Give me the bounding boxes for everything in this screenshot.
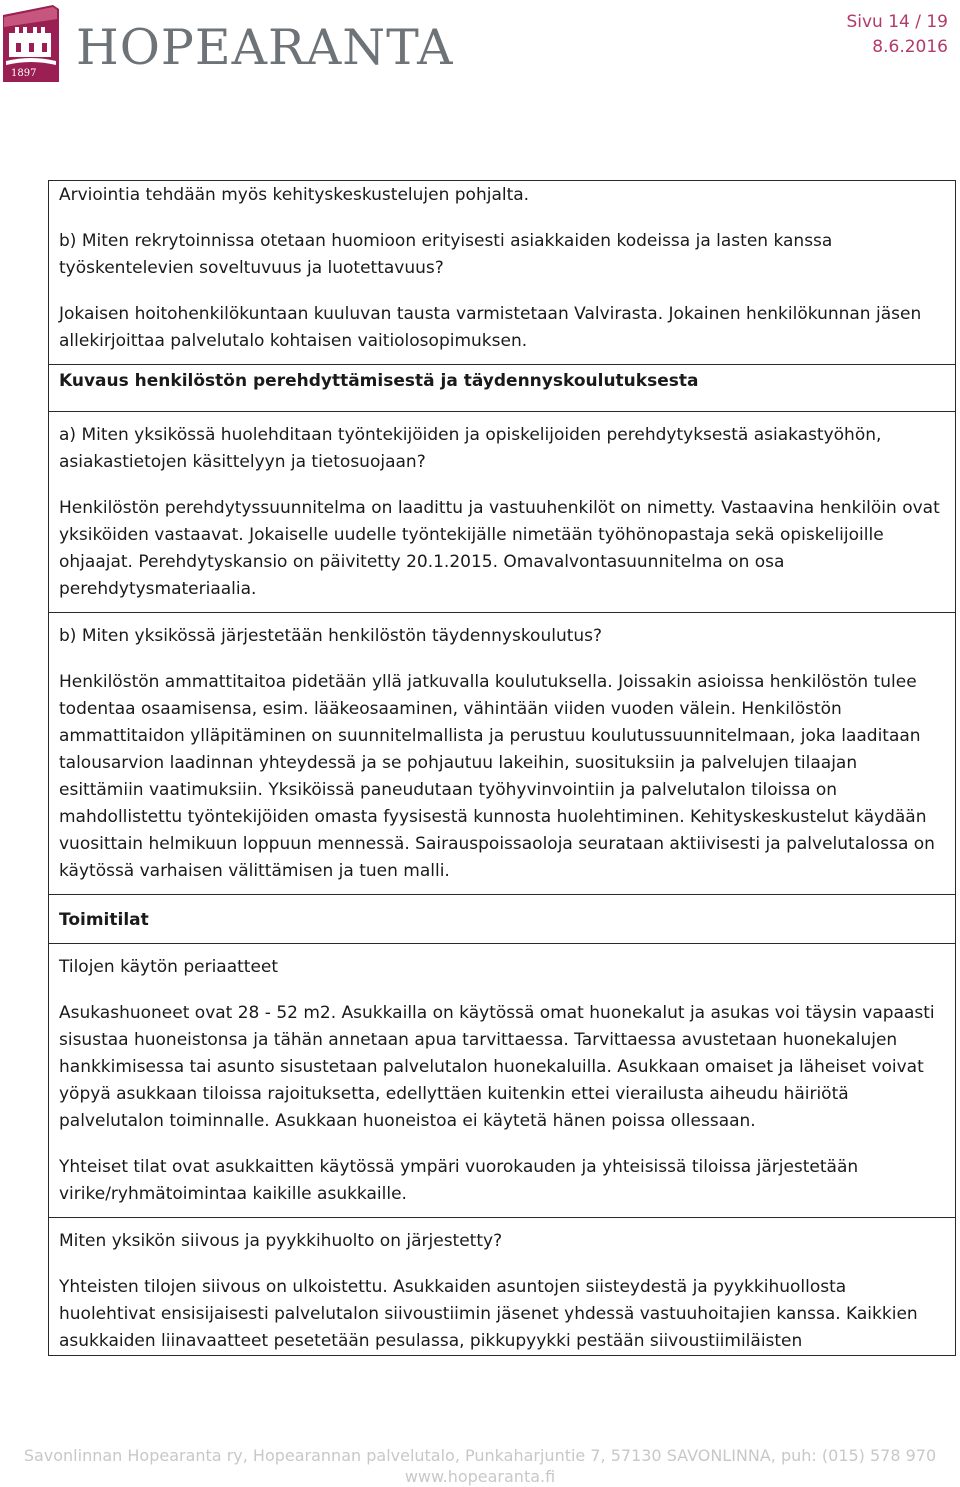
paragraph-assessment: Arviointia tehdään myös kehityskeskustelujen pohjalta.: [59, 185, 530, 205]
table-row: [49, 895, 956, 944]
paragraph-cleaning-question: Miten yksikön siivous ja pyykkihuolto on järjestetty?: [59, 1231, 503, 1251]
section-heading-orientation: Kuvaus henkilöstön perehdyttämisestä ja täydennyskoulutuksesta: [49, 365, 956, 412]
training-cell: [49, 613, 956, 895]
hopearanta-logo-emblem: [3, 5, 59, 82]
page-footer: [0, 1445, 960, 1487]
table-row: [49, 1218, 956, 1356]
paragraph-recruitment-question: b) Miten rekrytoinnissa otetaan huomioon erityisesti asiakkaiden kodeissa ja lasten kanssa työskentelevien soveltuvuus ja luotettavuus?: [59, 231, 833, 278]
section-heading-premises: Toimitilat: [49, 895, 956, 944]
brand-name: HOPEARANTA: [76, 19, 454, 76]
paragraph-orientation-plan: Henkilöstön perehdytyssuunnitelma on laadittu ja vastuuhenkilöt on nimetty. Vastaavina henkilöin ovat yksiköiden vastaavat. Jokaiselle uudelle työntekijälle nimetään työhönopastaja sekä opiskelijoille ohjaajat. Perehdytyskansio on päivitetty 20.1.2015. Omavalvontasuunnitelma on osa perehdytysmateriaalia.: [59, 498, 940, 599]
premises-cell: [49, 944, 956, 1218]
footer-website: www.hopearanta.fi: [404, 1467, 556, 1486]
logo-year: 1897: [11, 68, 37, 79]
recruitment-cell: [49, 181, 956, 365]
table-row: [49, 613, 956, 895]
footer-address: Savonlinnan Hopearanta ry, Hopearannan palvelutalo, Punkaharjuntie 7, 57130 SAVONLINNA, puh: (015) 578 970: [23, 1446, 937, 1465]
paragraph-premises-subtitle: Tilojen käytön periaatteet: [59, 957, 279, 977]
paragraph-resident-rooms: Asukashuoneet ovat 28 - 52 m2. Asukkailla on käytössä omat huonekalut ja asukas voi täysin vapaasti sisustaa huoneistonsa ja tähän annetaan apua tarvittaessa. Tarvittaessa avustetaan huonekalujen hankkimisessa tai asunto sisustetaan palvelutalon huonekaluilla. Asukkaan omaiset ja läheiset voivat yöpyä asukkaan tiloissa rajoituksetta, edellyttäen kuitenkin ettei vierailusta aiheudu häiriötä palvelutalon toiminnalle. Asukkaan huoneistoa ei käytetä hänen poissa ollessaan.: [59, 1003, 935, 1131]
cleaning-cell: [49, 1218, 956, 1356]
paragraph-training-answer: Henkilöstön ammattitaitoa pidetään yllä jatkuvalla koulutuksella. Joissakin asioissa henkilöstön tulee todentaa osaamisensa, esim. lääkeosaaminen, vähintään viiden vuoden välein. Henkilöstön ammattitaidon ylläpitäminen on suunnitelmallista ja perustuu koulutussuunnitelmaan, joka laaditaan talousarvion laadinnan yhteydessä ja se pohjautuu lakeihin, suosituksiin ja palvelujen tilaajan esittämiin vaatimuksiin. Yksiköissä paneudutaan työhyvinvointiin ja palvelutalon tiloissa on mahdollistettu työntekijöiden omasta fyysisestä kunnosta huolehtiminen. Kehityskeskustelut käydään vuosittain helmikuun loppuun mennessä. Sairauspoissaoloja seurataan aktiivisesti ja palvelutalossa on käytössä varhaisen välittämisen ja tuen malli.: [59, 672, 935, 881]
paragraph-training-question: b) Miten yksikössä järjestetään henkilöstön täydennyskoulutus?: [59, 626, 603, 646]
table-row: [49, 181, 956, 365]
content-table: [48, 180, 956, 1356]
paragraph-background-check: Jokaisen hoitohenkilökuntaan kuuluvan tausta varmistetaan Valvirasta. Jokainen henkilökunnan jäsen allekirjoittaa palvelutalo kohtaisen vaitiolosopimuksen.: [59, 304, 922, 351]
document-date: 8.6.2016: [872, 37, 948, 57]
page-header: [0, 0, 960, 100]
page-number: Sivu 14 / 19: [846, 12, 948, 32]
orientation-cell: [49, 412, 956, 613]
table-row: [49, 412, 956, 613]
table-row: [49, 365, 956, 412]
table-row: [49, 944, 956, 1218]
paragraph-cleaning-answer: Yhteisten tilojen siivous on ulkoistettu. Asukkaiden asuntojen siisteydestä ja pyykkihuollosta huolehtivat ensisijaisesti palvelutalon siivoustiimin jäsenet yhdessä vastuuhoitajien kanssa. Kaikkien asukkaiden liinavaatteet pesetetään pesulassa, pikkupyykki pestään siivoustiimiläisten: [59, 1277, 918, 1351]
paragraph-orientation-question: a) Miten yksikössä huolehditaan työntekijöiden ja opiskelijoiden perehdytyksestä asiakastyöhön, asiakastietojen käsittelyyn ja tietosuojaan?: [59, 425, 882, 472]
paragraph-shared-spaces: Yhteiset tilat ovat asukkaitten käytössä ympäri vuorokauden ja yhteisissä tiloissa järjestetään virike/ryhmätoimintaa kaikille asukkaille.: [59, 1157, 859, 1204]
page-info: [846, 10, 948, 60]
